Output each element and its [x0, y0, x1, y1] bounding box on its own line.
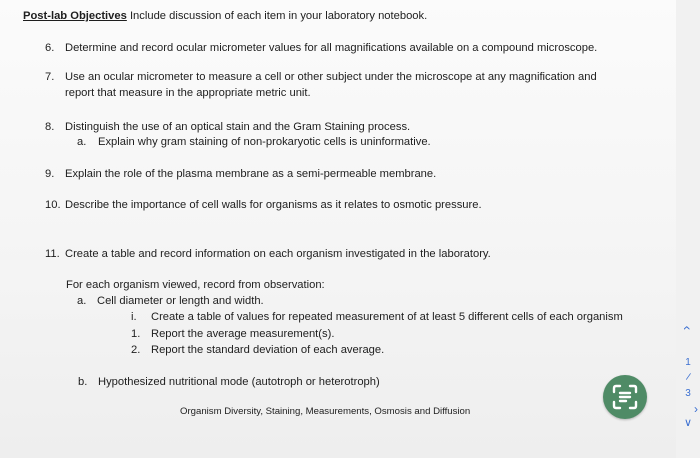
objective-11a-i	[131, 310, 623, 324]
chevron-right-icon[interactable]: ›	[694, 402, 698, 416]
objective-10	[45, 198, 482, 212]
objective-11b	[78, 375, 380, 389]
objective-6	[45, 41, 597, 55]
live-text-icon	[611, 383, 639, 411]
objective-11a-i-numeral: i.	[131, 311, 137, 323]
objective-7-number: 7.	[45, 71, 55, 83]
current-page-number: 1	[685, 357, 691, 368]
total-page-count: 3	[685, 388, 691, 399]
objective-11a-i-2-number: 2.	[131, 344, 141, 356]
objective-11a-i-1-number: 1.	[131, 328, 141, 340]
objective-8a-text: Explain why gram staining of non-prokaryotic cells is uninformative.	[98, 136, 431, 148]
objective-7-text-line1: Use an ocular micrometer to measure a cell or other subject under the microscope at any magnification and	[65, 71, 597, 83]
objective-11a-i-1	[131, 327, 334, 341]
objective-11a-i-2-text: Report the standard deviation of each average.	[151, 344, 385, 356]
objective-6-number: 6.	[45, 42, 55, 54]
objective-7	[45, 70, 597, 84]
objective-8-text: Distinguish the use of an optical stain and the Gram Staining process.	[65, 121, 411, 133]
objective-7-line2: report that measure in the appropriate metric unit.	[65, 87, 311, 99]
objective-8	[45, 120, 410, 134]
objective-11-number: 11.	[45, 248, 60, 260]
objective-11a-i-1-text: Report the average measurement(s).	[151, 328, 335, 340]
objective-10-text: Describe the importance of cell walls for organisms as it relates to osmotic pressure.	[65, 199, 482, 211]
live-text-scan-button[interactable]	[603, 375, 647, 419]
objective-11b-letter: b.	[78, 376, 88, 388]
objective-11a-i-2	[131, 343, 384, 357]
chevron-down-icon[interactable]: ∨	[683, 417, 693, 429]
objective-11a-letter: a.	[77, 295, 87, 307]
objective-9-number: 9.	[45, 168, 55, 180]
objective-11-text: Create a table and record information on each organism investigated in the laboratory.	[65, 248, 491, 260]
objective-11-intro: For each organism viewed, record from observation:	[66, 279, 325, 291]
objective-8a-letter: a.	[77, 136, 87, 148]
objective-8-number: 8.	[45, 121, 55, 133]
objective-9-text: Explain the role of the plasma membrane as a semi-permeable membrane.	[65, 168, 437, 180]
page-heading	[23, 9, 427, 23]
objective-11a	[77, 294, 264, 308]
chevron-up-icon[interactable]: ‹	[680, 325, 696, 331]
objective-9	[45, 167, 436, 181]
objective-6-text: Determine and record ocular micrometer values for all magnifications available on a compound microscope.	[65, 42, 598, 54]
objective-11	[45, 247, 491, 261]
objective-11a-i-text: Create a table of values for repeated measurement of at least 5 different cells of each organism	[151, 311, 623, 323]
objective-8a	[77, 135, 431, 149]
objective-11b-text: Hypothesized nutritional mode (autotroph or heterotroph)	[98, 376, 380, 388]
objective-11a-text: Cell diameter or length and width.	[97, 295, 264, 307]
heading-text: Include discussion of each item in your laboratory notebook.	[126, 10, 428, 22]
heading-title: Post-lab Objectives	[23, 10, 127, 22]
page-footer: Organism Diversity, Staining, Measurements, Osmosis and Diffusion	[180, 406, 471, 417]
page-separator: /	[684, 371, 692, 384]
objective-10-number: 10.	[45, 199, 61, 211]
